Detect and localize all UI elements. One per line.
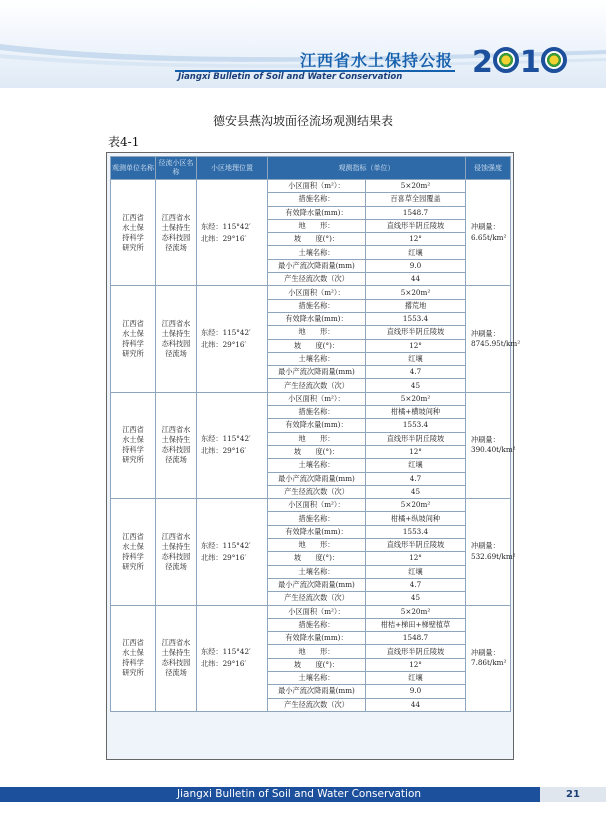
indicator-value: 44 xyxy=(366,273,466,286)
indicator-value: 红壤 xyxy=(366,565,466,578)
longitude-text: 东经：115°42′ xyxy=(201,540,251,550)
indicator-value: 柑橘+横坡间种 xyxy=(366,406,466,419)
indicator-label: 地 形： xyxy=(268,219,366,232)
indicator-label: 有效降水量(mm)： xyxy=(268,312,366,325)
table-number: 表4-1 xyxy=(108,135,140,149)
observing-unit-cell: 江西省水土保持科学研究所 xyxy=(111,286,156,392)
indicator-value: 5×20m² xyxy=(366,605,466,618)
observing-unit-cell: 江西省水土保持科学研究所 xyxy=(111,392,156,498)
runoff-plot-cell: 江西省水土保持生态科技园径流场 xyxy=(156,180,197,286)
indicator-label: 措施名称： xyxy=(268,512,366,525)
indicator-label: 土壤名称： xyxy=(268,246,366,259)
table-row xyxy=(111,286,511,299)
table-title: 德安县燕沟坡面径流场观测结果表 xyxy=(212,114,393,128)
indicator-value: 9.0 xyxy=(366,685,466,698)
col-header-unit: 观测单位名称 xyxy=(111,157,156,180)
indicator-label: 最小产流次降雨量(mm) xyxy=(268,685,366,698)
indicator-label: 小区面积（m²）： xyxy=(268,286,366,299)
longitude-text: 东经：115°42′ xyxy=(201,328,251,338)
indicator-value: 红壤 xyxy=(366,671,466,684)
table-row xyxy=(111,499,511,512)
longitude-text: 东经：115°42′ xyxy=(201,221,251,231)
col-header-location: 小区地理位置 xyxy=(197,157,268,180)
indicator-label: 土壤名称： xyxy=(268,565,366,578)
indicator-value: 4.7 xyxy=(366,366,466,379)
indicator-label: 有效降水量(mm)： xyxy=(268,632,366,645)
indicator-value: 柑桔+梯田+梯壁植草 xyxy=(366,618,466,631)
indicator-label: 小区面积（m²）： xyxy=(268,180,366,193)
indicator-label: 措施名称： xyxy=(268,406,366,419)
erosion-result-cell: 冲刷量：7.86t/km² xyxy=(466,605,511,711)
indicator-value: 直线形半阴丘陵坡 xyxy=(366,326,466,339)
indicator-value: 5×20m² xyxy=(366,392,466,405)
table-row xyxy=(111,180,511,193)
runoff-plot-cell: 江西省水土保持生态科技园径流场 xyxy=(156,392,197,498)
indicator-label: 地 形： xyxy=(268,326,366,339)
plot-location-cell xyxy=(197,392,268,498)
results-table-frame xyxy=(106,152,521,760)
indicator-label: 最小产流次降雨量(mm) xyxy=(268,472,366,485)
indicator-value: 直线形半阴丘陵坡 xyxy=(366,645,466,658)
indicator-value: 1553.4 xyxy=(366,419,466,432)
indicator-label: 有效降水量(mm)： xyxy=(268,206,366,219)
indicator-label: 坡 度(°)： xyxy=(268,658,366,671)
globe-icon xyxy=(493,47,519,73)
indicator-value: 45 xyxy=(366,592,466,605)
indicator-label: 小区面积（m²）： xyxy=(268,605,366,618)
indicator-value: 4.7 xyxy=(366,472,466,485)
col-header-erosion: 侵蚀强度 xyxy=(466,157,511,180)
indicator-value: 百喜草全园覆盖 xyxy=(366,193,466,206)
indicator-label: 有效降水量(mm)： xyxy=(268,525,366,538)
runoff-plot-cell: 江西省水土保持生态科技园径流场 xyxy=(156,499,197,605)
indicator-label: 土壤名称： xyxy=(268,352,366,365)
erosion-result-cell: 冲刷量：532.69t/km² xyxy=(466,499,511,605)
indicator-value: 1553.4 xyxy=(366,525,466,538)
year-logo: 2 1 xyxy=(472,44,568,80)
indicator-value: 撂荒地 xyxy=(366,299,466,312)
indicator-value: 红壤 xyxy=(366,352,466,365)
latitude-text: 北纬：29°16′ xyxy=(201,446,247,456)
plot-location-cell xyxy=(197,180,268,286)
table-header-row xyxy=(111,157,511,180)
indicator-label: 产生径流次数（次） xyxy=(268,698,366,711)
indicator-value: 12° xyxy=(366,339,466,352)
plot-location-cell xyxy=(197,286,268,392)
bulletin-title-en: Jiangxi Bulletin of Soil and Water Conservation xyxy=(178,72,403,82)
latitude-text: 北纬：29°16′ xyxy=(201,340,247,350)
longitude-text: 东经：115°42′ xyxy=(201,647,251,657)
indicator-label: 措施名称： xyxy=(268,193,366,206)
erosion-result-cell: 冲刷量：8745.95t/km² xyxy=(466,286,511,392)
table-row xyxy=(111,605,511,618)
results-table xyxy=(110,156,521,712)
table-body xyxy=(111,180,521,712)
bulletin-title-cn: 江西省水土保持公报 xyxy=(300,51,454,70)
indicator-value: 5×20m² xyxy=(366,499,466,512)
indicator-label: 最小产流次降雨量(mm) xyxy=(268,578,366,591)
indicator-value: 1548.7 xyxy=(366,632,466,645)
indicator-value: 12° xyxy=(366,445,466,458)
indicator-value: 12° xyxy=(366,233,466,246)
indicator-value: 5×20m² xyxy=(366,286,466,299)
indicator-label: 地 形： xyxy=(268,539,366,552)
col-header-indicators: 观测指标（单位） xyxy=(268,157,466,180)
indicator-value: 1548.7 xyxy=(366,206,466,219)
indicator-value: 5×20m² xyxy=(366,180,466,193)
runoff-plot-cell: 江西省水土保持生态科技园径流场 xyxy=(156,286,197,392)
indicator-value: 直线形半阴丘陵坡 xyxy=(366,432,466,445)
indicator-value: 45 xyxy=(366,485,466,498)
indicator-value: 12° xyxy=(366,658,466,671)
indicator-label: 小区面积（m²）： xyxy=(268,392,366,405)
indicator-value: 12° xyxy=(366,552,466,565)
indicator-value: 44 xyxy=(366,698,466,711)
plot-location-cell xyxy=(197,605,268,711)
observing-unit-cell: 江西省水土保持科学研究所 xyxy=(111,499,156,605)
indicator-value: 45 xyxy=(366,379,466,392)
erosion-result-cell: 冲刷量：390.40t/km² xyxy=(466,392,511,498)
table-row xyxy=(111,392,511,405)
latitude-text: 北纬：29°16′ xyxy=(201,233,247,243)
longitude-text: 东经：115°42′ xyxy=(201,434,251,444)
indicator-value: 1553.4 xyxy=(366,312,466,325)
indicator-label: 土壤名称： xyxy=(268,671,366,684)
indicator-label: 产生径流次数（次） xyxy=(268,273,366,286)
indicator-label: 措施名称： xyxy=(268,299,366,312)
plot-location-cell xyxy=(197,499,268,605)
indicator-label: 措施名称： xyxy=(268,618,366,631)
indicator-value: 直线形半阴丘陵坡 xyxy=(366,219,466,232)
page-number: 21 xyxy=(540,787,606,802)
erosion-result-cell: 冲刷量：6.65t/km² xyxy=(466,180,511,286)
indicator-label: 坡 度(°)： xyxy=(268,445,366,458)
indicator-label: 坡 度(°)： xyxy=(268,233,366,246)
indicator-value: 直线形半阴丘陵坡 xyxy=(366,539,466,552)
indicator-label: 有效降水量(mm)： xyxy=(268,419,366,432)
indicator-label: 小区面积（m²）： xyxy=(268,499,366,512)
globe-icon xyxy=(541,47,567,73)
col-header-site: 径流小区名称 xyxy=(156,157,197,180)
indicator-label: 产生径流次数（次） xyxy=(268,592,366,605)
latitude-text: 北纬：29°16′ xyxy=(201,552,247,562)
indicator-label: 产生径流次数（次） xyxy=(268,485,366,498)
indicator-value: 柑橘+纵坡间种 xyxy=(366,512,466,525)
indicator-value: 4.7 xyxy=(366,578,466,591)
indicator-label: 最小产流次降雨量(mm) xyxy=(268,259,366,272)
indicator-label: 最小产流次降雨量(mm) xyxy=(268,366,366,379)
indicator-value: 红壤 xyxy=(366,459,466,472)
indicator-label: 地 形： xyxy=(268,432,366,445)
indicator-value: 红壤 xyxy=(366,246,466,259)
indicator-label: 产生径流次数（次） xyxy=(268,379,366,392)
indicator-label: 坡 度(°)： xyxy=(268,339,366,352)
indicator-value: 9.0 xyxy=(366,259,466,272)
indicator-label: 土壤名称： xyxy=(268,459,366,472)
runoff-plot-cell: 江西省水土保持生态科技园径流场 xyxy=(156,605,197,711)
indicator-label: 地 形： xyxy=(268,645,366,658)
footer-text: Jiangxi Bulletin of Soil and Water Conservation xyxy=(177,788,422,800)
observing-unit-cell: 江西省水土保持科学研究所 xyxy=(111,605,156,711)
observing-unit-cell: 江西省水土保持科学研究所 xyxy=(111,180,156,286)
latitude-text: 北纬：29°16′ xyxy=(201,659,247,669)
indicator-label: 坡 度(°)： xyxy=(268,552,366,565)
